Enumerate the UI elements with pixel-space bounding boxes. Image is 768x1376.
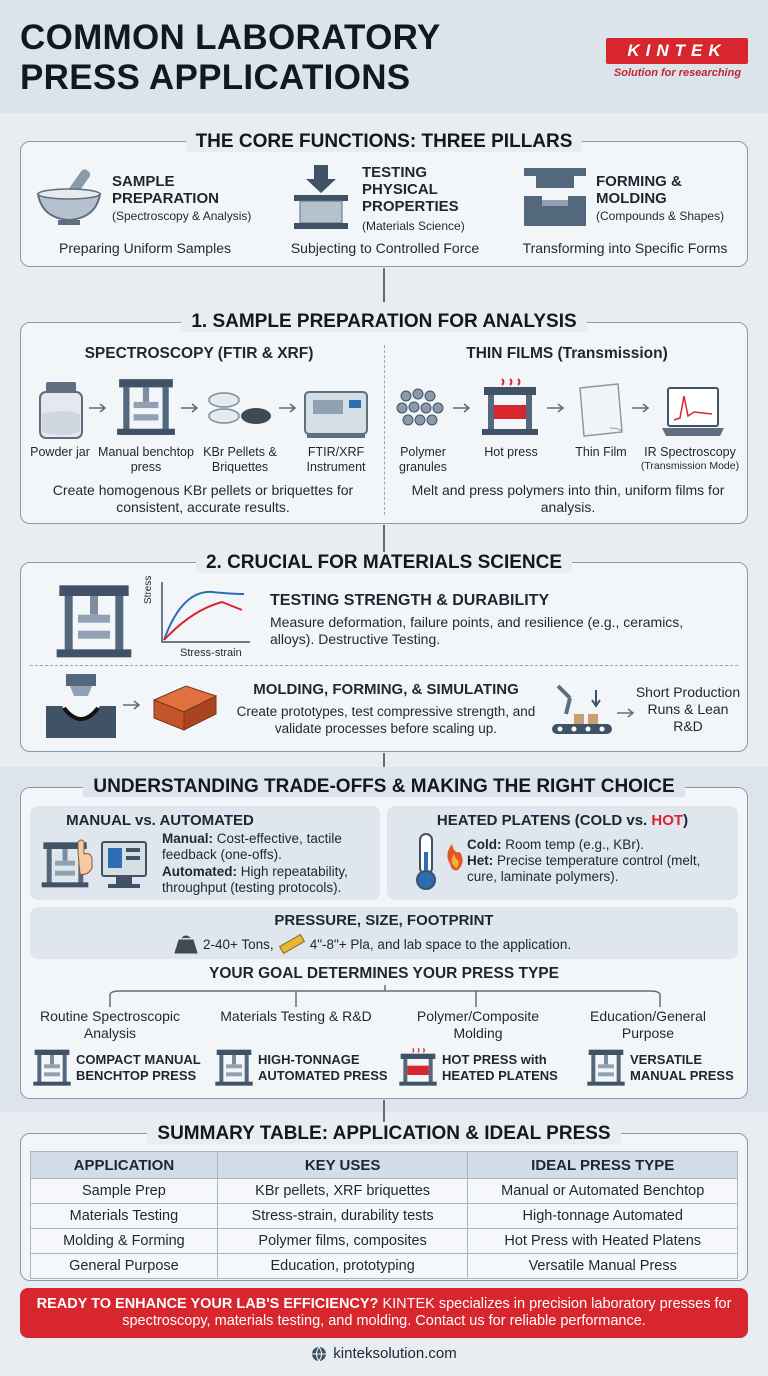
table-cell: Hot Press with Heated Platens <box>468 1229 738 1254</box>
pillar-2-sub: (Materials Science) <box>362 219 465 233</box>
sample-prep-title: 1. SAMPLE PREPARATION FOR ANALYSIS <box>20 311 748 333</box>
table-cell: Polymer films, composites <box>217 1229 468 1254</box>
table-row <box>31 1254 738 1279</box>
manual-vs-automated-title: MANUAL vs. AUTOMATED <box>66 812 254 829</box>
footer <box>0 1345 768 1366</box>
polymer-granules-icon <box>396 386 446 434</box>
step-hot-press: Hot press <box>484 445 538 459</box>
goal-branch-lines <box>100 985 670 1010</box>
manual-desc: Manual: Cost-effective, tactile feedback (one-offs). <box>162 831 342 862</box>
spectroscopy-caption: Create homogenous KBr pellets or briquettes for consistent, accurate results. <box>52 482 354 515</box>
hot-press-small-icon <box>398 1046 438 1088</box>
step-instrument: FTIR/XRF Instrument <box>306 445 366 474</box>
cta-banner[interactable]: READY TO ENHANCE YOUR LAB'S EFFICIENCY? KINTEK specializes in precision laboratory presses for spectroscopy, materials testing, and molding. Contact us for reliable performance. <box>20 1288 748 1338</box>
goal-2: Materials Testing & R&D <box>220 1008 372 1024</box>
pellets-icon <box>204 386 276 436</box>
table-row <box>31 1229 738 1254</box>
arrow-right-icon <box>546 403 566 413</box>
pillar-1-sub: (Spectroscopy & Analysis) <box>112 209 252 223</box>
step-kbr-pellets: KBr Pellets & Briquettes <box>203 445 277 474</box>
summary-title: SUMMARY TABLE: APPLICATION & IDEAL PRESS <box>20 1123 748 1145</box>
press-3: HOT PRESS with HEATED PLATENS <box>442 1052 558 1083</box>
goal-title: YOUR GOAL DETERMINES YOUR PRESS TYPE <box>209 965 559 982</box>
step-transmission-mode: (Transmission Mode) <box>640 460 740 472</box>
table-header-row <box>31 1152 738 1179</box>
press-2: HIGH-TONNAGE AUTOMATED PRESS <box>258 1052 388 1083</box>
pressure-title: PRESSURE, SIZE, FOOTPRINT <box>274 912 494 929</box>
table-header: APPLICATION <box>31 1152 218 1179</box>
table-cell: Stress-strain, durability tests <box>217 1204 468 1229</box>
table-cell: KBr pellets, XRF briquettes <box>217 1179 468 1204</box>
heated-platens-title: HEATED PLATENS (COLD vs. HOT) <box>436 812 689 829</box>
arrow-right-icon <box>631 403 651 413</box>
cold-desc: Cold: Room temp (e.g., KBr). <box>467 837 645 852</box>
step-powder-jar: Powder jar <box>30 445 90 459</box>
table-row <box>31 1204 738 1229</box>
mortar-pestle-icon <box>34 166 104 228</box>
page-title: COMMON LABORATORY PRESS APPLICATIONS <box>20 18 441 97</box>
core-functions-title: THE CORE FUNCTIONS: THREE PILLARS <box>20 131 748 153</box>
automated-press-icon <box>214 1046 254 1088</box>
press-4: VERSATILE MANUAL PRESS <box>630 1052 734 1083</box>
ir-laptop-icon <box>660 386 726 438</box>
goal-3: Polymer/Composite Molding <box>416 1008 540 1041</box>
pillar-2-name: TESTING PHYSICAL PROPERTIES <box>362 164 459 215</box>
press-1: COMPACT MANUAL BENCHTOP PRESS <box>76 1052 201 1083</box>
arrow-right-icon <box>452 403 472 413</box>
hot-press-icon <box>480 376 540 438</box>
brick-icon <box>150 682 220 734</box>
molding-text: Create prototypes, test compressive strength, and validate processes before scaling up. <box>236 704 536 736</box>
thermometer-icon <box>410 832 470 892</box>
production-conveyor-icon <box>548 680 616 738</box>
connector-arrow <box>383 268 385 302</box>
table-row <box>31 1179 738 1204</box>
compact-press-icon <box>32 1046 72 1088</box>
testing-press-icon <box>44 580 144 660</box>
testing-title: TESTING STRENGTH & DURABILITY <box>270 592 550 609</box>
arrow-right-icon <box>88 403 108 413</box>
compression-icon <box>288 163 354 233</box>
pillar-3-sub: (Compounds & Shapes) <box>596 209 725 223</box>
table-header: KEY USES <box>217 1152 468 1179</box>
table-cell: Versatile Manual Press <box>468 1254 738 1279</box>
table-cell: General Purpose <box>31 1254 218 1279</box>
kintek-logo: KINTEK <box>606 38 748 64</box>
table-cell: High-tonnage Automated <box>468 1204 738 1229</box>
spectroscopy-title: SPECTROSCOPY (FTIR & XRF) <box>84 345 314 362</box>
versatile-press-icon <box>586 1046 626 1088</box>
arrow-right-icon <box>278 403 298 413</box>
table-header: IDEAL PRESS TYPE <box>468 1152 738 1179</box>
arrow-right-icon <box>122 700 142 710</box>
table-cell: Molding & Forming <box>31 1229 218 1254</box>
stress-strain-chart-icon <box>152 580 252 650</box>
pillar-3-name: FORMING & MOLDING <box>596 173 682 207</box>
table-cell: Materials Testing <box>31 1204 218 1229</box>
weight-icon <box>173 934 199 954</box>
goal-4: Education/General Purpose <box>590 1008 706 1041</box>
thin-films-caption: Melt and press polymers into thin, uniform films for analysis. <box>411 482 725 515</box>
table-cell: Education, prototyping <box>217 1254 468 1279</box>
automated-desc: Automated: High repeatability, throughput (testing protocols). <box>162 864 348 895</box>
pillar-1-name: SAMPLE PREPARATION <box>112 173 219 207</box>
logo-tagline: Solution for researching <box>613 67 742 79</box>
arrow-right-icon <box>180 403 200 413</box>
molding-press-icon <box>44 672 118 742</box>
tradeoffs-title: UNDERSTANDING TRADE-OFFS & MAKING THE RIGHT CHOICE <box>20 776 748 798</box>
divider <box>30 665 738 666</box>
molding-title: MOLDING, FORMING, & SIMULATING <box>253 681 519 698</box>
materials-title: 2. CRUCIAL FOR MATERIALS SCIENCE <box>20 552 748 574</box>
testing-text: Measure deformation, failure points, and resilience (e.g., ceramics, alloys). Destructive Testing. <box>270 614 684 647</box>
hot-desc: Het: Precise temperature control (melt, cure, laminate polymers). <box>467 853 701 884</box>
step-thin-film: Thin Film <box>575 445 627 459</box>
powder-jar-icon <box>36 380 86 440</box>
pressure-desc: 2-40+ Tons, 4"-8"+ Pla, and lab space to the application. <box>173 934 733 954</box>
pillar-1-caption: Preparing Uniform Samples <box>59 240 231 256</box>
stress-strain-label: Stress-strain <box>180 647 242 659</box>
step-ir-spectroscopy: IR Spectroscopy <box>644 445 736 459</box>
goal-1: Routine Spectroscopic Analysis <box>39 1008 181 1041</box>
manual-press-icon <box>115 373 177 439</box>
manual-automated-press-icon <box>40 832 150 894</box>
connector-arrow <box>383 1100 385 1122</box>
divider <box>384 345 385 515</box>
ruler-icon <box>278 934 306 954</box>
thin-film-icon <box>574 382 626 438</box>
connector-arrow <box>383 753 385 767</box>
website-link[interactable]: kinteksolution.com <box>333 1345 457 1362</box>
table-cell: Sample Prep <box>31 1179 218 1204</box>
pillar-2-caption: Subjecting to Controlled Force <box>290 240 480 256</box>
pillar-3-caption: Transforming into Specific Forms <box>522 240 728 256</box>
thin-films-title: THIN FILMS (Transmission) <box>466 345 668 362</box>
table-cell: Manual or Automated Benchtop <box>468 1179 738 1204</box>
mold-icon <box>520 166 590 228</box>
ftir-instrument-icon <box>303 384 369 440</box>
step-polymer-granules: Polymer granules <box>399 445 447 474</box>
short-runs-label: Short Production Runs & Lean R&D <box>635 684 741 734</box>
stress-axis-label: Stress <box>143 575 154 604</box>
globe-icon <box>311 1346 327 1362</box>
summary-table <box>30 1151 738 1279</box>
step-manual-press: Manual benchtop press <box>98 445 194 474</box>
